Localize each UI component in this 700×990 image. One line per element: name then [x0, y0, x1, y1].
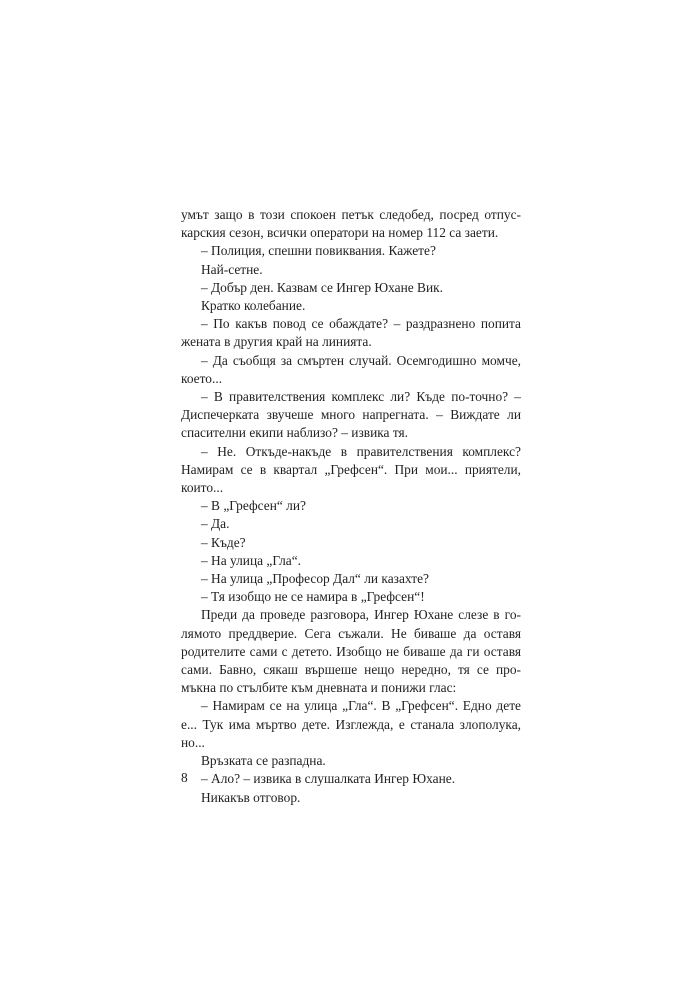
text-line: спасителни екипи наблизо? – извика тя. — [181, 425, 409, 441]
text-line: е... Тук има мъртво дете. Изглежда, е станала злополука, — [181, 716, 521, 732]
text-line: – Къде? — [201, 534, 246, 550]
text-line: родителите сами с детето. Изобщо не биваше да ги оставя — [181, 643, 521, 659]
text-line: което... — [181, 370, 223, 386]
text-line: Най-сетне. — [201, 261, 263, 277]
text-line: – Да съобщя за смъртен случай. Осемгодишно момче, — [201, 352, 521, 368]
text-line: умът защо в този спокоен петък следобед, посред отпус- — [181, 207, 521, 222]
text-line: жената в другия край на линията. — [181, 334, 372, 350]
text-line: – На улица „Професор Дал“ ли казахте? — [201, 571, 429, 587]
text-line: сами. Бавно, сякаш вършеше нещо нередно, тя се про- — [181, 662, 521, 678]
text-line: – В „Грефсен“ ли? — [201, 498, 306, 514]
body-text — [181, 206, 521, 807]
text-line: – Полиция, спешни повиквания. Кажете? — [201, 243, 436, 259]
text-line: Връзката се разпадна. — [201, 753, 326, 769]
text-line: – Намирам се на улица „Гла“. В „Грефсен“. Едно дете — [201, 698, 521, 714]
text-line: – Добър ден. Казвам се Ингер Юхане Вик. — [201, 279, 444, 295]
text-line: Преди да проведе разговора, Ингер Юхане слезе в го- — [201, 607, 521, 623]
text-line: – Ало? – извика в слушалката Ингер Юхане. — [201, 771, 456, 787]
text-line: които... — [181, 480, 224, 496]
page-number: 8 — [181, 770, 188, 785]
text-line: – На улица „Гла“. — [201, 552, 302, 568]
text-line: Кратко колебание. — [201, 298, 306, 314]
text-line: – В правителствения комплекс ли? Къде по-точно? – — [201, 389, 521, 405]
text-line: Никакъв отговор. — [201, 789, 301, 805]
text-line: Намирам се в квартал „Грефсен“. При мои... приятели, — [181, 461, 521, 477]
text-line: – По какъв повод се обаждате? – раздразнено попита — [201, 316, 521, 332]
text-line: но... — [181, 734, 205, 750]
text-line: – Тя изобщо не се намира в „Грефсен“! — [201, 589, 425, 605]
text-line: карския сезон, всички оператори на номер 112 са заети. — [181, 225, 499, 241]
text-line: – Да. — [201, 516, 230, 532]
text-line: Диспечерката звучеше много напрегната. – Виждате ли — [181, 407, 521, 423]
text-line: мъкна по стълбите към дневната и понижи глас: — [181, 680, 457, 696]
text-line: – Не. Откъде-накъде в правителствения комплекс? — [201, 443, 521, 459]
text-line: лямото преддверие. Сега съжали. Не биваше да оставя — [181, 625, 521, 641]
